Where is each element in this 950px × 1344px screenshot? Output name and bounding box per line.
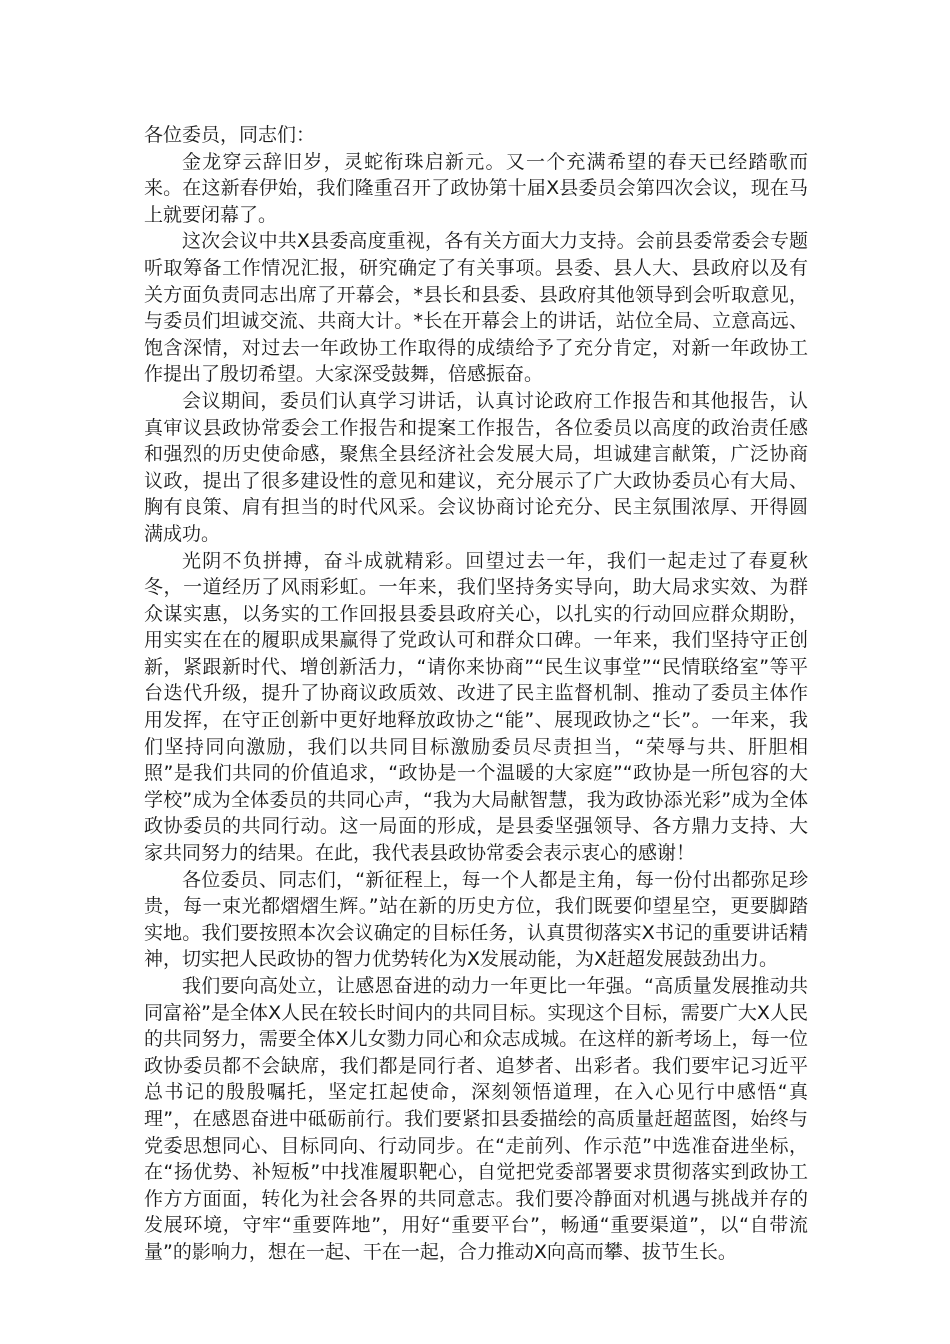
document-page (144, 122, 808, 1266)
paragraph-meeting-period: 会议期间，委员们认真学习讲话，认真讨论政府工作报告和其他报告，认真审议县政协常委会工作报告和提案工作报告，各位委员以高度的政治责任感和强烈的历史使命感，聚焦全县经济社会发展大局，坦诚建言献策，广泛协商议政，提出了很多建设性的意见和建议，充分展示了广大政协委员心有大局、胸有良策、肩有担当的时代风采。会议协商讨论充分、民主氛围浓厚、开得圆满成功。 (144, 389, 808, 545)
paragraph-new-journey: 各位委员、同志们，“新征程上，每一个人都是主角，每一份付出都弥足珍贵，每一束光都熠熠生辉。”站在新的历史方位，我们既要仰望星空，更要脚踏实地。我们要按照本次会议确定的目标任务，认真贯彻落实X书记的重要讲话精神，切实把人民政协的智力优势转化为X发展动能，为X赶超发展鼓劲出力。 (144, 868, 808, 971)
paragraph-support: 这次会议中共X县委高度重视，各有关方面大力支持。会前县委常委会专题听取筹备工作情况汇报，研究确定了有关事项。县委、县人大、县政府以及有关方面负责同志出席了开幕会，*县长和县委、县政府其他领导到会听取意见，与委员们坦诚交流、共商大计。*长在开幕会上的讲话，站位全局、立意高远、饱含深情，对过去一年政协工作取得的成绩给予了充分肯定，对新一年政协工作提出了殷切希望。大家深受鼓舞，倍感振奋。 (144, 230, 808, 386)
paragraph-review: 光阴不负拼搏，奋斗成就精彩。回望过去一年，我们一起走过了春夏秋冬，一道经历了风雨彩虹。一年来，我们坚持务实导向，助大局求实效、为群众谋实惠，以务实的工作回报县委县政府关心，以扎实的行动回应群众期盼，用实实在在的履职成果赢得了党政认可和群众口碑。一年来，我们坚持守正创新，紧跟新时代、增创新活力，“请你来协商”“民生议事堂”“民情联络室”等平台迭代升级，提升了协商议政质效、改进了民主监督机制、推动了委员主体作用发挥，在守正创新中更好地释放政协之“能”、展现政协之“长”。一年来，我们坚持同向激励，我们以共同目标激励委员尽责担当，“荣辱与共、肝胆相照”是我们共同的价值追求，“政协是一个温暖的大家庭”“政协是一所包容的大学校”成为全体委员的共同心声，“我为大局献智慧，我为政协添光彩”成为全体政协委员的共同行动。这一局面的形成，是县委坚强领导、各方鼎力支持、大家共同努力的结果。在此，我代表县政协常委会表示衷心的感谢！ (144, 549, 809, 865)
paragraph-opening: 金龙穿云辞旧岁，灵蛇衔珠启新元。又一个充满希望的春天已经踏歌而来。在这新春伊始，我们隆重召开了政协第十届X县委员会第四次会议，现在马上就要闭幕了。 (144, 150, 808, 226)
paragraph-aim-high: 我们要向高处立，让感恩奋进的动力一年更比一年强。“高质量发展推动共同富裕”是全体X人民在较长时间内的共同目标。实现这个目标，需要广大X人民的共同努力，需要全体X儿女勠力同心和众志成城。在这样的新考场上，每一位政协委员都不会缺席，我们都是同行者、追梦者、出彩者。我们要牢记习近平总书记的殷殷嘱托，坚定扛起使命，深刻领悟道理，在入心见行中感悟“真理”，在感恩奋进中砥砺前行。我们要紧扣县委描绘的高质量赶超蓝图，始终与党委思想同心、目标同向、行动同步。在“走前列、作示范”中选准奋进坐标，在“扬优势、补短板”中找准履职靶心，自觉把党委部署要求贯彻落实到政协工作方方面面，转化为社会各界的共同意志。我们要冷静面对机遇与挑战并存的发展环境，守牢“重要阵地”，用好“重要平台”，畅通“重要渠道”，以“自带流量”的影响力，想在一起、干在一起，合力推动X向高而攀、拔节生长。 (144, 975, 808, 1263)
salutation: 各位委员，同志们： (144, 124, 316, 146)
